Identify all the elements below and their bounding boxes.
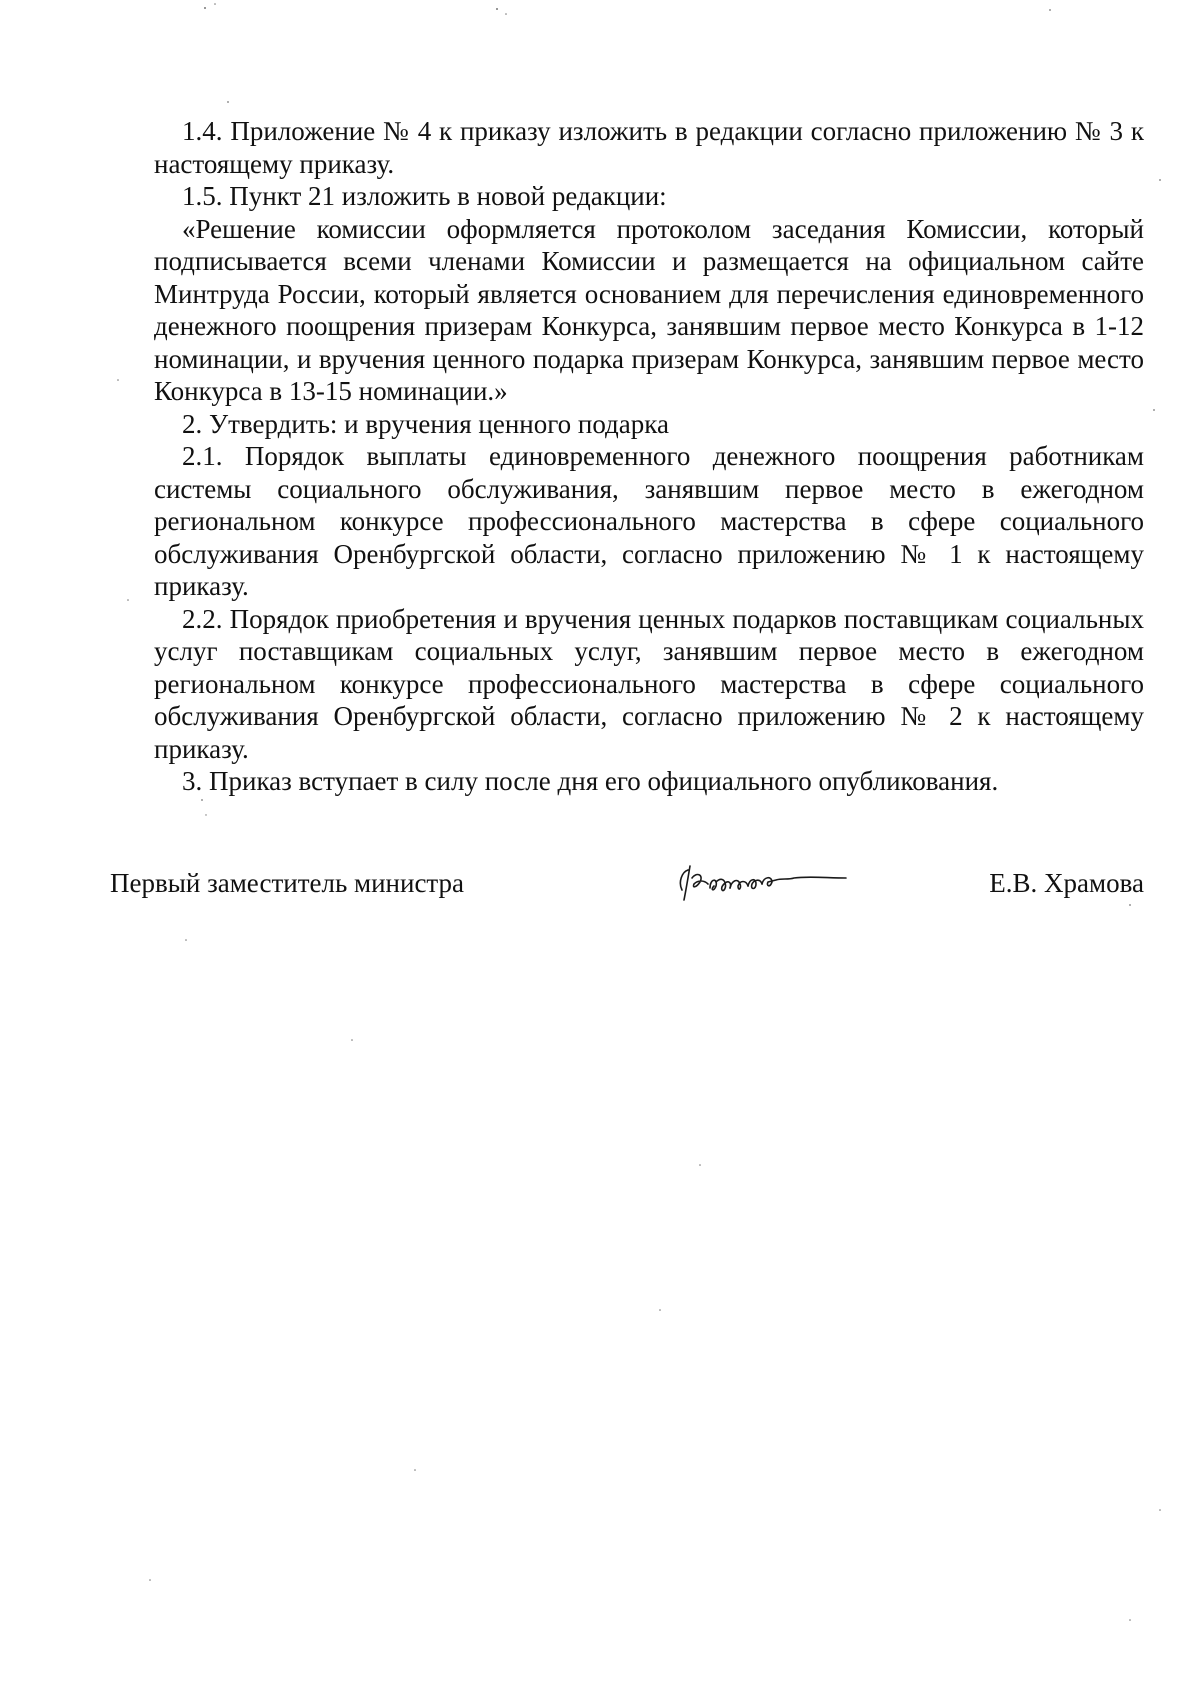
paragraph-2-1: 2.1. Порядок выплаты единовременного денежного поощрения работникам системы социального обслуживания, занявшим первое место в ежегодном региональном конкурсе профессионального мастерства в сфере социального обслуживания Оренбургской области, согласно приложению № 1 к настоящему приказу. (154, 441, 1144, 601)
signature-block (110, 858, 1144, 918)
signer-name: Е.В. Храмова (989, 868, 1144, 898)
handwritten-signature (668, 858, 858, 908)
paragraph-2: 2. Утвердить: и вручения ценного подарка (182, 408, 669, 439)
paragraph-1-4: 1.4. Приложение № 4 к приказу изложить в редакции согласно приложению № 3 к настоящему приказу. (154, 116, 1144, 179)
paragraph-3: 3. Приказ вступает в силу после дня его официального опубликования. (182, 766, 999, 796)
paragraph-quote: «Решение комиссии оформляется протоколом заседания Комиссии, который подписывается всеми членами Комиссии и размещается на официальном сайте Минтруда России, который является основанием для перечисления единовременного денежного поощрения призерам Конкурса, занявшим первое место Конкурса в 1-12 номинации, и вручения ценного подарка призерам Конкурса, занявшим первое место Конкурса в 13-15 номинации.» (154, 213, 1144, 406)
signer-position: Первый заместитель министра (110, 868, 465, 898)
document-body (154, 115, 1144, 798)
paragraph-1-5: 1.5. Пункт 21 изложить в новой редакции: (182, 181, 667, 211)
paragraph-2-2: 2.2. Порядок приобретения и вручения ценных подарков поставщикам социальных услуг поставщикам социальных услуг, занявшим первое место в ежегодном региональном конкурсе профессионального мастерства в сфере социального обслуживания Оренбургской области, согласно приложению № 2 к настоящему приказу. (154, 603, 1144, 764)
